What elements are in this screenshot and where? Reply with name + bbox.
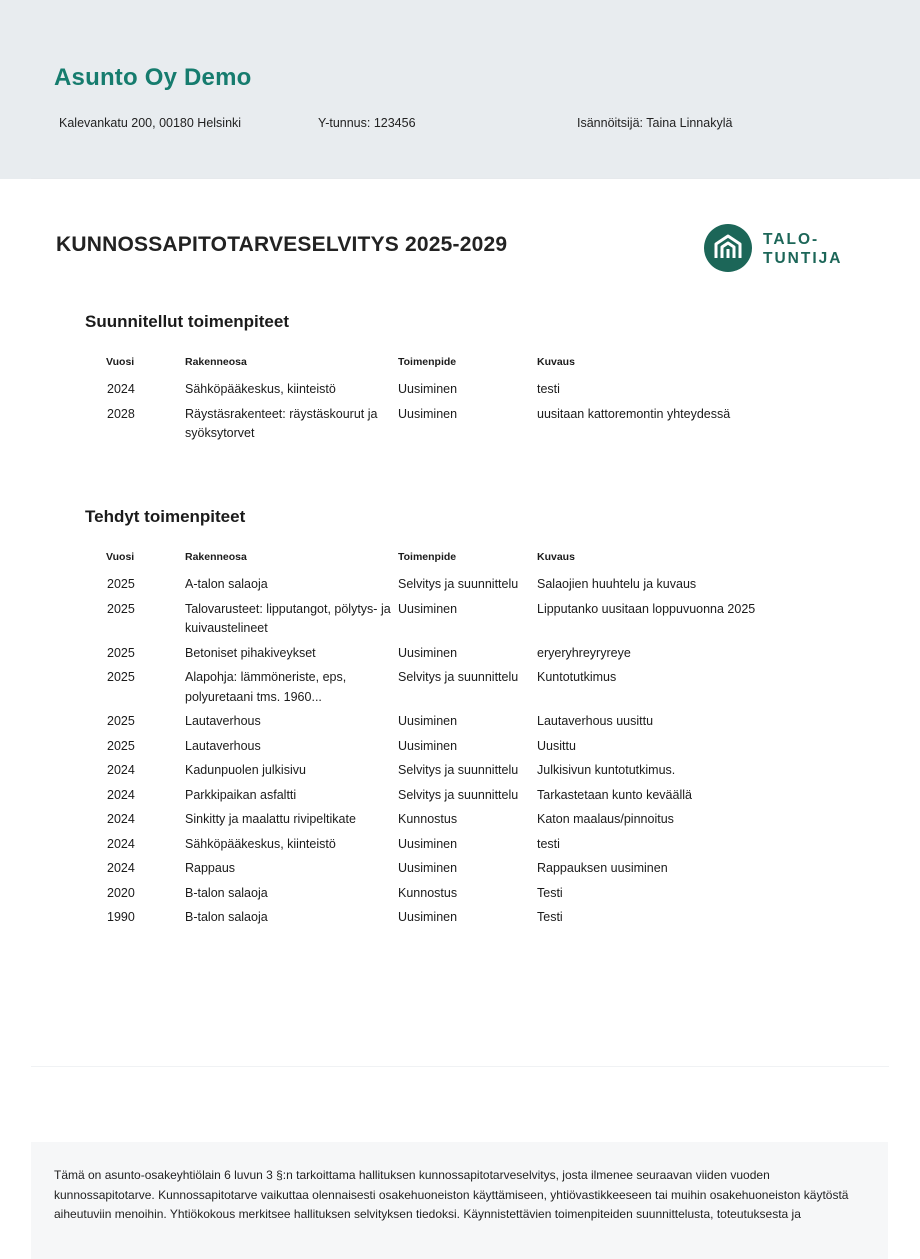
cell-part: Alapohja: lämmöneriste, eps, polyuretaani tms. 1960... xyxy=(185,670,347,704)
table-header-row xyxy=(95,551,837,575)
cell-year: 2025 xyxy=(107,601,135,616)
cell-action: Uusiminen xyxy=(398,382,458,396)
cell-part: Betoniset pihakiveykset xyxy=(185,645,316,660)
table-row xyxy=(95,600,837,644)
cell-part: Parkkipaikan asfaltti xyxy=(185,787,297,802)
header-divider xyxy=(31,178,889,179)
cell-part: Kadunpuolen julkisivu xyxy=(185,763,306,777)
table-row xyxy=(95,761,837,786)
cell-part: Sinkitty ja maalattu rivipeltikate xyxy=(185,812,356,826)
table-row xyxy=(95,644,837,669)
property-manager: Isännöitsijä: Taina Linnakylä xyxy=(577,116,733,130)
content-divider xyxy=(31,1066,889,1067)
table-row xyxy=(95,380,837,405)
cell-year: 2025 xyxy=(107,645,135,660)
table-row xyxy=(95,737,837,762)
cell-description: Katon maalaus/pinnoitus xyxy=(537,812,674,826)
table-row xyxy=(95,908,837,933)
cell-year: 2025 xyxy=(107,714,135,728)
table-row xyxy=(95,810,837,835)
column-header-action: Toimenpide xyxy=(398,551,457,563)
cell-action: Uusiminen xyxy=(398,714,458,728)
talotuntija-logo xyxy=(704,224,854,274)
cell-action: Selvitys ja suunnittelu xyxy=(398,787,519,802)
cell-year: 1990 xyxy=(107,910,135,924)
table-row xyxy=(95,835,837,860)
planned-table xyxy=(95,356,837,449)
table-row xyxy=(95,668,837,712)
cell-action: Kunnostus xyxy=(398,812,458,826)
logo-line-2: TUNTIJA xyxy=(763,250,843,267)
cell-part: Talovarusteet: lipputangot, pölytys- ja kuivaustelineet xyxy=(185,601,391,635)
cell-action: Selvitys ja suunnittelu xyxy=(398,577,519,591)
cell-year: 2025 xyxy=(107,670,135,684)
cell-description: Rappauksen uusiminen xyxy=(537,861,668,875)
column-header-description: Kuvaus xyxy=(537,551,575,563)
table-row xyxy=(95,884,837,909)
cell-description: Lipputanko uusitaan loppuvuonna 2025 xyxy=(537,601,756,616)
cell-action: Uusiminen xyxy=(398,861,458,875)
logo-wordmark xyxy=(763,230,842,268)
legal-notice-text: Tämä on asunto-osakeyhtiölain 6 luvun 3 §:n tarkoittama hallituksen kunnossapitotarveselvitys, josta ilmenee seuraavan viiden vuoden kunnossapitotarve. Kunnossapitotarve vaikuttaa olennaisesti osakehuoneiston käyttämiseen, yhtiövastikkeeseen tai muihin osakehuoneiston käytöstä aiheutuviin menoihin. Yhtiökokous merkitsee hallituksen selvityksen tiedoksi. Käynnistettävien toimenpiteiden suunnittelusta, toteutuksesta ja xyxy=(54,1168,849,1222)
cell-description: Testi xyxy=(537,885,563,900)
cell-action: Kunnostus xyxy=(398,885,458,900)
cell-year: 2024 xyxy=(107,763,135,777)
column-header-action: Toimenpide xyxy=(398,356,457,368)
cell-description: testi xyxy=(537,836,560,851)
table-row xyxy=(95,405,837,449)
cell-part: Sähköpääkeskus, kiinteistö xyxy=(185,382,336,396)
cell-part: B-talon salaoja xyxy=(185,910,268,924)
cell-part: Rappaus xyxy=(185,861,236,875)
cell-part: A-talon salaoja xyxy=(185,577,268,591)
cell-year: 2024 xyxy=(107,836,135,851)
cell-description: Lautaverhous uusittu xyxy=(537,714,654,728)
document-title: KUNNOSSAPITOTARVESELVITYS 2025-2029 xyxy=(56,233,508,256)
page-header xyxy=(0,0,920,179)
table-row xyxy=(95,859,837,884)
business-id: Y-tunnus: 123456 xyxy=(318,116,416,130)
cell-description: Julkisivun kuntotutkimus. xyxy=(537,763,676,777)
cell-year: 2028 xyxy=(107,406,135,421)
legal-notice xyxy=(31,1142,888,1259)
company-name: Asunto Oy Demo xyxy=(54,64,252,91)
done-section-title: Tehdyt toimenpiteet xyxy=(85,507,246,526)
cell-year: 2024 xyxy=(107,861,135,875)
cell-description: Tarkastetaan kunto keväällä xyxy=(537,787,692,802)
cell-description: Testi xyxy=(537,910,563,924)
cell-action: Uusiminen xyxy=(398,645,458,660)
cell-action: Selvitys ja suunnittelu xyxy=(398,763,519,777)
cell-part: Räystäsrakenteet: räystäskourut ja syöksytorvet xyxy=(185,406,378,440)
cell-action: Selvitys ja suunnittelu xyxy=(398,670,519,684)
column-header-year: Vuosi xyxy=(106,356,135,368)
cell-description: testi xyxy=(537,382,560,396)
cell-action: Uusiminen xyxy=(398,910,458,924)
column-header-part: Rakenneosa xyxy=(185,356,247,368)
cell-year: 2025 xyxy=(107,577,135,591)
column-header-description: Kuvaus xyxy=(537,356,575,368)
table-header-row xyxy=(95,356,837,380)
cell-description: Uusittu xyxy=(537,738,576,753)
cell-action: Uusiminen xyxy=(398,738,458,753)
planned-section-title: Suunnitellut toimenpiteet xyxy=(85,312,289,331)
cell-year: 2024 xyxy=(107,812,135,826)
company-address: Kalevankatu 200, 00180 Helsinki xyxy=(59,116,242,130)
cell-part: B-talon salaoja xyxy=(185,885,268,900)
column-header-part: Rakenneosa xyxy=(185,551,247,563)
cell-year: 2025 xyxy=(107,738,135,753)
cell-description: Kuntotutkimus xyxy=(537,670,617,684)
cell-action: Uusiminen xyxy=(398,836,458,851)
cell-year: 2024 xyxy=(107,787,135,802)
cell-part: Lautaverhous xyxy=(185,738,261,753)
cell-description: Salaojien huuhtelu ja kuvaus xyxy=(537,577,697,591)
cell-year: 2020 xyxy=(107,885,135,900)
cell-description: uusitaan kattoremontin yhteydessä xyxy=(537,406,731,421)
table-row xyxy=(95,575,837,600)
column-header-year: Vuosi xyxy=(106,551,135,563)
cell-year: 2024 xyxy=(107,382,135,396)
cell-action: Uusiminen xyxy=(398,601,458,616)
house-icon xyxy=(704,224,752,272)
cell-part: Lautaverhous xyxy=(185,714,261,728)
cell-part: Sähköpääkeskus, kiinteistö xyxy=(185,836,336,851)
done-table xyxy=(95,551,837,933)
cell-description: eryeryhreyryreye xyxy=(537,645,631,660)
cell-action: Uusiminen xyxy=(398,406,458,421)
logo-line-1: TALO- xyxy=(763,231,820,248)
table-row xyxy=(95,712,837,737)
table-row xyxy=(95,786,837,811)
